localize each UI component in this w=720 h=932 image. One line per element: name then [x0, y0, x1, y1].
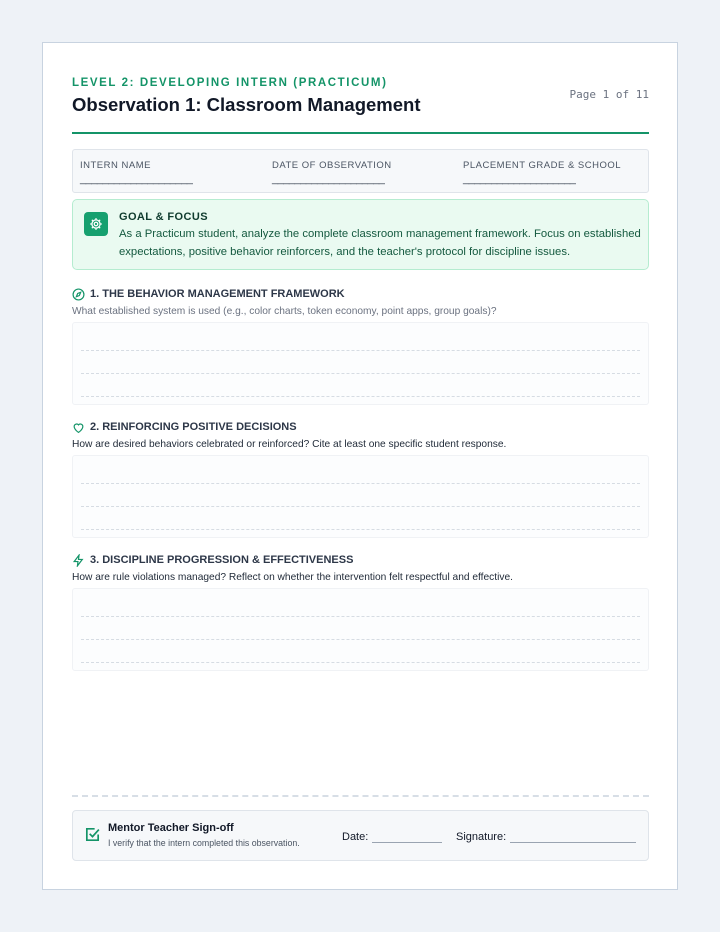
writing-line [81, 396, 640, 397]
field-blank: ____________________ [80, 173, 193, 185]
field-label: PLACEMENT GRADE & SCHOOL [463, 160, 622, 171]
placement-field[interactable] [463, 160, 621, 185]
field-label: DATE OF OBSERVATION [272, 160, 392, 171]
heart-icon [72, 421, 85, 434]
section-prompt: What established system is used (e.g., color charts, token economy, point apps, group goals)? [72, 306, 497, 317]
field-blank: ____________________ [272, 173, 385, 185]
checkbox-icon [84, 826, 101, 843]
level-label: LEVEL 2: DEVELOPING INTERN (PRACTICUM) [72, 77, 388, 89]
field-blank: ____________________ [463, 173, 576, 185]
writing-line [81, 616, 640, 617]
section-prompt: How are desired behaviors celebrated or reinforced? Cite at least one specific student response. [72, 439, 507, 450]
signoff-subtitle: I verify that the intern completed this observation. [108, 838, 300, 848]
writing-line [81, 639, 640, 640]
writing-line [81, 506, 640, 507]
section-title: 1. THE BEHAVIOR MANAGEMENT FRAMEWORK [90, 288, 345, 300]
date-line [372, 832, 442, 843]
compass-icon [72, 288, 85, 301]
goal-heading: GOAL & FOCUS [119, 211, 208, 223]
section-title: 3. DISCIPLINE PROGRESSION & EFFECTIVENESS [90, 554, 354, 566]
intern-name-field[interactable] [80, 160, 192, 185]
signoff-divider [72, 795, 649, 797]
writing-line [81, 529, 640, 530]
response-area[interactable] [72, 588, 649, 671]
goal-callout [72, 199, 649, 270]
signature-label: Signature: [456, 831, 507, 843]
signoff-panel [72, 810, 649, 861]
lightning-icon [72, 554, 85, 567]
section-framework [72, 287, 649, 405]
observation-date-field[interactable] [272, 160, 392, 185]
signature-field[interactable] [456, 831, 636, 843]
response-area[interactable] [72, 455, 649, 538]
gear-icon [84, 212, 108, 236]
writing-line [81, 350, 640, 351]
signoff-title: Mentor Teacher Sign-off [108, 822, 234, 834]
writing-line [81, 662, 640, 663]
signature-line [510, 832, 636, 843]
section-prompt: How are rule violations managed? Reflect on whether the intervention felt respectful and effective. [72, 572, 513, 583]
writing-line [81, 373, 640, 374]
intern-info-panel [72, 149, 649, 193]
section-discipline [72, 553, 649, 671]
response-area[interactable] [72, 322, 649, 405]
section-reinforcement [72, 420, 649, 538]
document-page [42, 42, 678, 890]
date-label: Date: [342, 831, 369, 843]
section-title: 2. REINFORCING POSITIVE DECISIONS [90, 421, 297, 433]
date-field[interactable] [342, 831, 442, 843]
field-label: INTERN NAME [80, 160, 151, 171]
title-divider [72, 132, 649, 134]
writing-line [81, 483, 640, 484]
page-title: Observation 1: Classroom Management [72, 94, 421, 115]
page-number: Page 1 of 11 [569, 88, 649, 101]
goal-text: As a Practicum student, analyze the complete classroom management framework. Focus on established expectations, positive behavior reinforcers, and the teacher's protocol for discipline issues. [119, 228, 641, 258]
